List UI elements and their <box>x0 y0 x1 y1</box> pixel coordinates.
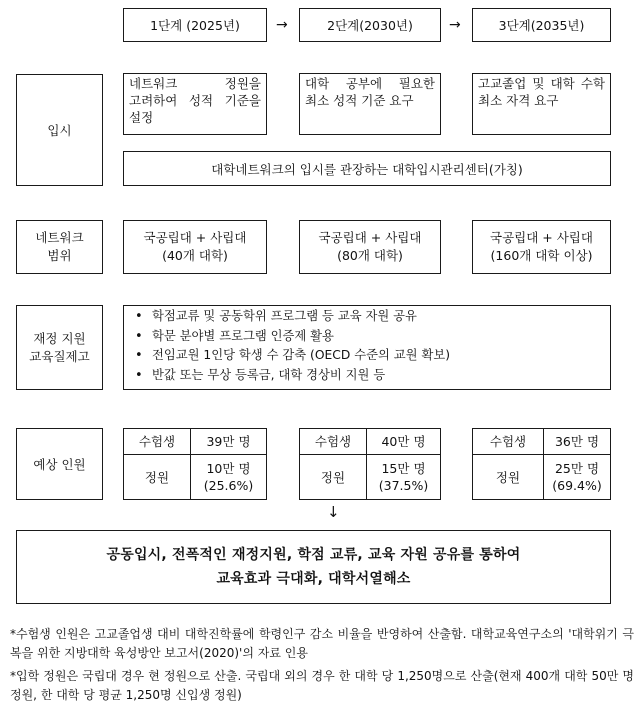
quota-number: 25만 명 <box>554 461 600 476</box>
admission-label-box <box>16 74 103 186</box>
admission-stage2-box <box>299 73 441 135</box>
finance-item: • 반값 또는 무상 등록금, 대학 경상비 지원 등 <box>152 366 610 386</box>
quota-ratio: (37.5%) <box>378 478 429 493</box>
stage2-header <box>299 8 441 42</box>
finance-label-line1: 재정 지원 <box>33 330 86 346</box>
quota-value <box>544 455 610 499</box>
network-stage3-line2: (160개 대학 이상) <box>490 248 593 263</box>
admission-stage1-text: 네트워크 정원을 고려하여 성적 기준을 설정 <box>129 76 261 125</box>
stage1-header <box>123 8 267 42</box>
applicants-value: 40만 명 <box>381 434 426 449</box>
applicants-value: 39만 명 <box>206 434 251 449</box>
admission-center-text: 대학네트워크의 입시를 관장하는 대학입시관리센터(가칭) <box>211 161 523 177</box>
quota-number: 15만 명 <box>381 461 426 476</box>
finance-bullet-list <box>124 307 610 385</box>
network-stage2-box <box>299 220 441 274</box>
finance-item: • 학문 분야별 프로그램 인증제 활용 <box>152 327 610 347</box>
conclusion-box <box>16 530 611 604</box>
network-label-line1: 네트워크 <box>35 230 84 245</box>
admission-stage3-box <box>472 73 611 135</box>
footnote-applicants: *수험생 인원은 고교졸업생 대비 대학진학률에 학령인구 감소 비율을 반영하여 산출함. 대학교육연구소의 '대학위기 극복을 위한 지방대학 육성방안 보고서(2020)'의 자료 인용 <box>10 627 634 660</box>
admission-label: 입시 <box>47 123 72 138</box>
stage1-header-text: 1단계 (2025년) <box>150 18 240 33</box>
stage3-header-text: 3단계(2035년) <box>498 18 585 33</box>
applicants-value: 36만 명 <box>554 434 600 449</box>
quota-label: 정원 <box>144 469 170 485</box>
finance-items-box <box>123 305 611 390</box>
network-stage3-box <box>472 220 611 274</box>
expected-stage2-table <box>299 428 441 500</box>
quota-label: 정원 <box>495 469 521 485</box>
quota-ratio: (69.4%) <box>552 478 602 493</box>
network-stage2-line2: (80개 대학) <box>337 248 403 263</box>
applicants-label: 수험생 <box>138 434 176 449</box>
expected-label-box <box>16 428 103 500</box>
stage3-header <box>472 8 611 42</box>
network-stage3-line1: 국공립대 + 사립대 <box>490 230 593 245</box>
finance-label-box <box>16 305 103 390</box>
network-label-line2: 범위 <box>47 248 72 263</box>
arrow-right-icon: → <box>449 17 461 33</box>
finance-item: • 전임교원 1인당 학생 수 감축 (OECD 수준의 교원 확보) <box>152 346 610 366</box>
stage2-header-text: 2단계(2030년) <box>327 18 413 33</box>
quota-ratio: (25.6%) <box>203 478 254 493</box>
expected-stage1-table <box>123 428 267 500</box>
network-stage2-line1: 국공립대 + 사립대 <box>318 230 422 245</box>
admission-center-box <box>123 151 611 186</box>
network-stage1-line2: (40개 대학) <box>162 248 228 263</box>
network-stage1-box <box>123 220 267 274</box>
footnote-quota: *입학 정원은 국립대 경우 현 정원으로 산출. 국립대 외의 경우 한 대학 당 1,250명으로 산출(현재 400개 대학 50만 명 정원, 한 대학 당 평균 1,250명 신입생 정원) <box>10 669 634 702</box>
finance-item: • 학점교류 및 공동학위 프로그램 등 교육 자원 공유 <box>152 307 610 327</box>
finance-label-line2: 교육질제고 <box>29 348 90 364</box>
quota-value <box>191 455 266 499</box>
quota-value <box>367 455 440 499</box>
quota-label: 정원 <box>320 469 346 485</box>
arrow-right-icon: → <box>276 17 288 33</box>
arrow-down-icon: ↓ <box>327 503 340 521</box>
quota-number: 10만 명 <box>206 461 251 476</box>
network-label-box <box>16 220 103 274</box>
expected-stage3-table <box>472 428 611 500</box>
applicants-label: 수험생 <box>314 434 352 449</box>
admission-stage2-text: 대학 공부에 필요한 최소 성적 기준 요구 <box>305 76 435 108</box>
conclusion-line1: 공동입시, 전폭적인 재정지원, 학점 교류, 교육 자원 공유를 통하여 <box>106 547 521 563</box>
admission-stage1-box <box>123 73 267 135</box>
admission-stage3-text: 고교졸업 및 대학 수학 최소 자격 요구 <box>478 76 605 108</box>
conclusion-line2: 교육효과 극대화, 대학서열해소 <box>216 571 411 587</box>
expected-label: 예상 인원 <box>33 457 86 472</box>
applicants-label: 수험생 <box>489 434 527 449</box>
network-stage1-line1: 국공립대 + 사립대 <box>143 230 247 245</box>
